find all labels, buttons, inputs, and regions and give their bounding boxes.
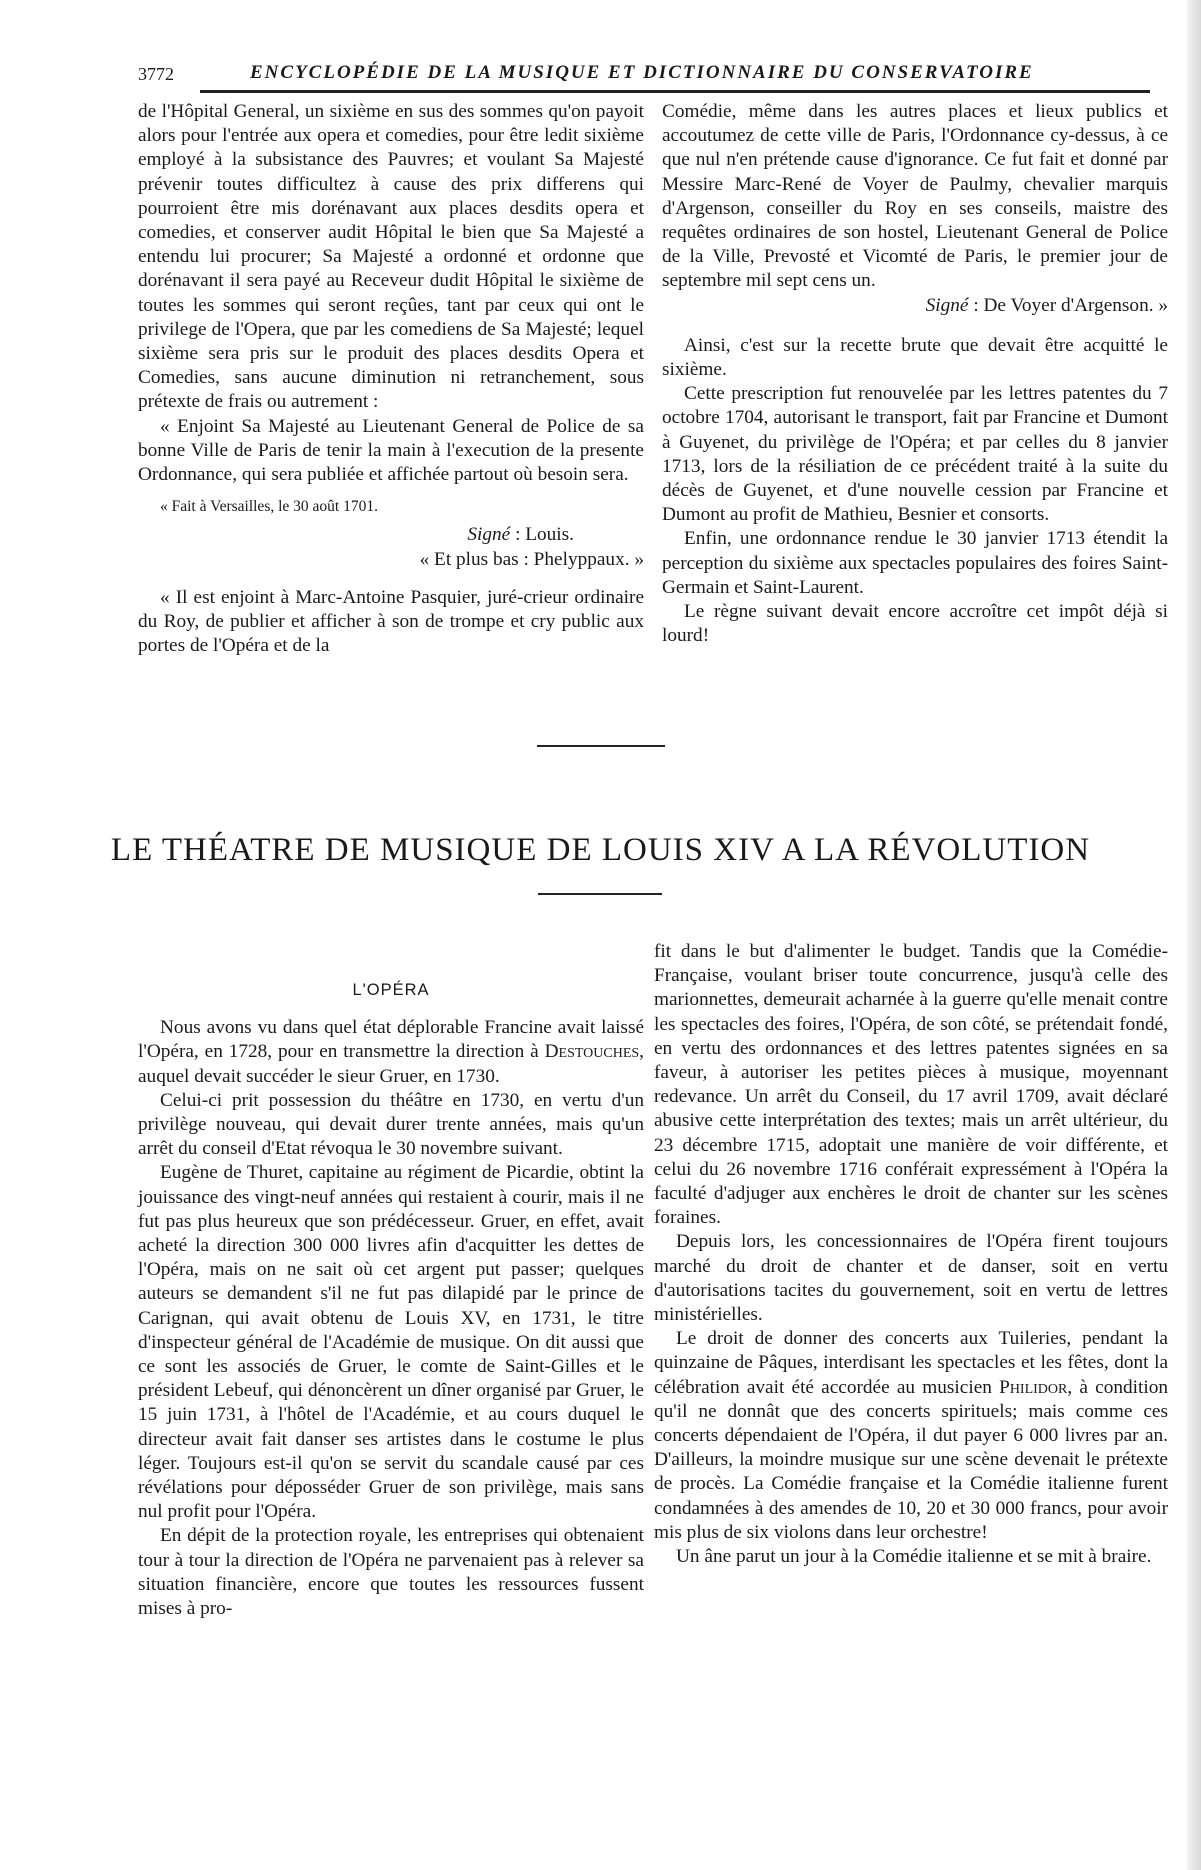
paragraph: « Il est enjoint à Marc-Antoine Pasquier, juré-crieur ordinaire du Roy, de publier et afficher à son de trompe et cry public aux portes de l'Opéra et de la [138, 586, 644, 657]
page-edge-shadow [1187, 0, 1201, 1870]
paragraph: « Enjoint Sa Majesté au Lieutenant General de Police de sa bonne Ville de Paris de tenir la main à l'execution de la presente Ordonnance, qui sera publiée et affichée partout où besoin sera. [138, 415, 644, 486]
paragraph: En dépit de la protection royale, les entreprises qui obtenaient tour à tour la direction de l'Opéra ne parvenaient pas à relever sa situation financière, encore que toutes les ressources fussent mises à pro- [138, 1525, 644, 1620]
text-run: , à condition qu'il ne donnât que des concerts spirituels; mais comme ces concerts dépendaient de l'Opéra, il dut payer 6 000 livres par an. D'ailleurs, la moindre musique sur une scène devenait le prétexte de procès. La Comédie française et la Comédie italienne furent condamnées à des amendes de 10, 20 et 30 000 francs, pour avoir mis plus de six violons dans leur orchestre! [654, 1376, 1168, 1543]
section-title: LE THÉATRE DE MUSIQUE DE LOUIS XIV A LA RÉVOLUTION [110, 832, 1091, 868]
paragraph: Enfin, une ordonnance rendue le 30 janvier 1713 étendit la perception du sixième aux spectacles populaires des foires Saint-Germain et Saint-Laurent. [662, 528, 1168, 598]
bottom-left-column [138, 940, 644, 1621]
top-right-column [662, 100, 1168, 648]
signature-line: « Et plus bas : Phelyppaux. » [419, 548, 644, 570]
signature-line [138, 523, 644, 547]
top-left-column [138, 100, 644, 658]
paragraph: Un âne parut un jour à la Comédie italienne et se mit à braire. [676, 1546, 1152, 1568]
signed-label: Signé [925, 294, 969, 316]
title-underline [538, 893, 662, 895]
paragraph: Cette prescription fut renouvelée par les lettres patentes du 7 octobre 1704, autorisant le transport, fait par Francine et Dumont à Guyenet, du privilège de l'Opéra; et par celles du 8 janvier 1713, lors de la résiliation de ce précédent traité à la suite du décès de Guyenet, et d'une nouvelle cession par Francine et Dumont au profit de Mathieu, Besnier et consorts. [662, 383, 1168, 526]
signed-name: : De Voyer d'Argenson. » [968, 294, 1168, 316]
paragraph: Celui-ci prit possession du théâtre en 1730, en vertu d'un privilège nouveau, qui devait durer trente années, mais qu'un arrêt du conseil d'Etat révoqua le 30 novembre suivant. [138, 1089, 644, 1160]
header-rule [200, 90, 1150, 93]
signed-name: : Louis. [510, 524, 574, 546]
person-name: Destouches [544, 1041, 640, 1063]
date-line: « Fait à Versailles, le 30 août 1701. [160, 498, 378, 516]
paragraph [654, 1327, 1168, 1545]
paragraph [138, 1016, 644, 1089]
signed-label: Signé [467, 524, 511, 546]
section-divider [537, 745, 665, 747]
paragraph: Comédie, même dans les autres places et lieux publics et accoutumez de cette ville de Paris, l'Ordonnance cy-dessus, à ce que nul n'en prétende cause d'ignorance. Ce fut fait et donné par Messire Marc-René de Voyer de Paulmy, chevalier marquis d'Argenson, conseiller du Roy en ses conseils, maistre des requêtes ordinaires de son hostel, Lieutenant General de Police de la Ville, Prevosté et Vicomté de Paris, le premier jour de septembre mil sept cens un. [662, 101, 1168, 292]
paragraph: Ainsi, c'est sur la recette brute que devait être acquitté le sixième. [662, 334, 1168, 381]
person-name: Philidor [999, 1376, 1068, 1398]
paragraph: Le règne suivant devait encore accroître cet impôt déjà si lourd! [662, 601, 1168, 647]
paragraph: fit dans le but d'alimenter le budget. Tandis que la Comédie-Française, voulant briser toute concurrence, jusqu'à celle des marionnettes, demeurait acharnée à la guerre qu'elle menait contre les spectacles des foires, l'Opéra, de son côté, se prétendait fondé, en vertu des ordonnances et des lettres patentes signées en sa faveur, à autoriser les petites pièces à musique, moyennant redevance. Un arrêt du Conseil, du 17 avril 1709, avait déclaré abusive cette interprétation des textes; mais un arrêt ultérieur, du 23 décembre 1715, adoptait une manière de voir différente, et celui du 26 novembre 1716 conférait expressément à l'Opéra la faculté d'adjuger aux enchères le droit de chanter sur les scènes foraines. [654, 941, 1168, 1229]
signature-line [662, 294, 1168, 318]
paragraph: de l'Hôpital General, un sixième en sus des sommes qu'on payoit alors pour l'entrée aux opera et comedies, pour être ledit sixième employé à la subsistance des Pauvres; et voulant Sa Majesté prévenir toutes difficultez à cause des prix differens qui pourroient être mis dorénavant aux places desdits opera et comedies, et conserver audit Hôpital le bien que Sa Majesté a entendu lui procurer; Sa Majesté a ordonné et ordonne que dorénavant il sera payé au Receveur dudit Hôpital le sixième de toutes les sommes qui seront reçûes, tant par ceux qui ont le privilege de l'Opera, que par les comediens de Sa Majesté; lequel sixième sera pris sur le produit des places desdits Opera et Comedies, sans aucune diminution ni retranchement, sous prétexte de frais ou autrement : [138, 101, 644, 413]
bottom-right-column [654, 940, 1168, 1569]
paragraph: Depuis lors, les concessionnaires de l'Opéra firent toujours marché du droit de chanter et de danser, soit en vertu d'autorisations tacites du gouvernement, soit en vertu de lettres ministérielles. [654, 1231, 1168, 1326]
text-run: , auquel devait succéder le sieur Gruer, en 1730. [138, 1041, 644, 1087]
text-run: Nous avons vu dans quel état déplorable Francine avait laissé l'Opéra, en 1728, pour en transmettre la direction à [138, 1017, 644, 1063]
paragraph: Eugène de Thuret, capitaine au régiment de Picardie, obtint la jouissance des vingt-neuf années qui restaient à courir, mais il ne fut pas plus heureux que son prédécesseur. Gruer, en effet, avait acheté la direction 300 000 livres afin d'acquitter les dettes de l'Opéra, mais on ne sait où cet argent put passer; quelques auteurs se demandent s'il ne fut pas dilapidé par le prince de Carignan, qui avait obtenu de Louis XV, en 1731, le titre d'inspecteur général de l'Académie de musique. On dit aussi que ce sont les associés de Gruer, le comte de Saint-Gilles et le président Lebeuf, qui dénoncèrent un dîner organisé par Gruer, le 15 juin 1731, à l'hôtel de l'Académie, et au cours duquel le directeur avait fait danser ses artistes dans le costume le plus léger. Toujours est-il qu'on se servit du scandale causé par ces révélations pour déposséder Gruer de son privilège, mais sans nul profit pour l'Opéra. [138, 1162, 644, 1523]
text-run: Le droit de donner des concerts aux Tuileries, pendant la quinzaine de Pâques, interdisant les spectacles et les fêtes, dont la célébration avait été accordée au musicien [654, 1328, 1168, 1398]
subsection-title: L'OPÉRA [352, 981, 430, 999]
running-title: ENCYCLOPÉDIE DE LA MUSIQUE ET DICTIONNAIRE DU CONSERVATOIRE [250, 62, 1034, 83]
page-header [138, 62, 1150, 88]
page-number: 3772 [138, 64, 174, 84]
